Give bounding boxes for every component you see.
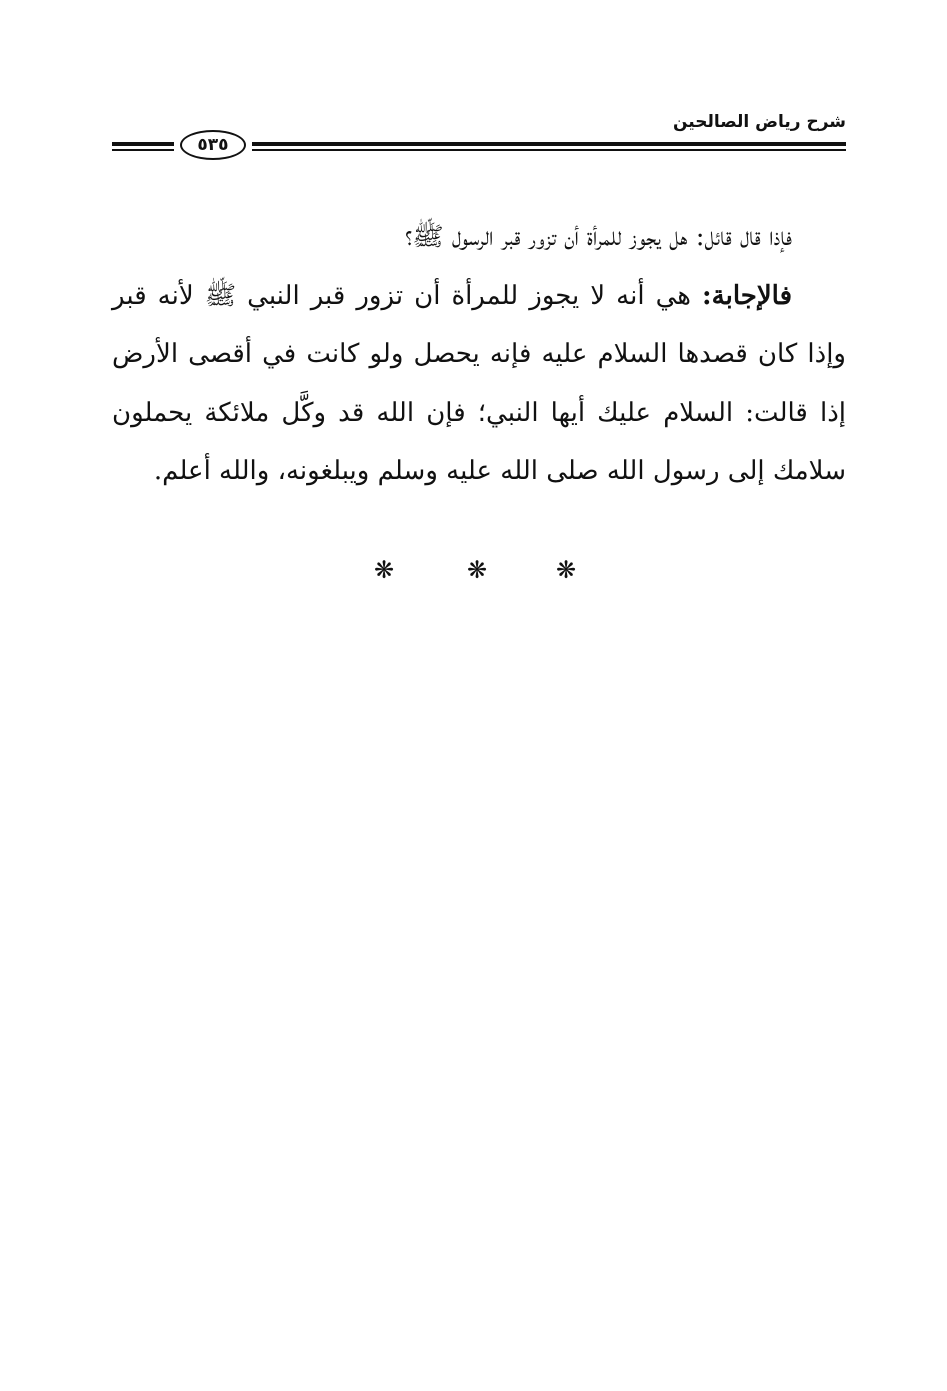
section-separator bbox=[0, 556, 947, 592]
header-rule-right bbox=[252, 142, 846, 152]
page-body bbox=[112, 208, 846, 501]
answer-text: هي أنه لا يجوز للمرأة أن تزور قبر النبي ﷺ لأنه قبر وإذا كان قصدها السلام عليه فإنه يحصل ولو كانت في أقصى الأرض إذا قالت: السلام عليك أيها النبي؛ فإن الله قد وكَّل ملائكة يحملون سلامك إلى رسول الله صلى الله عليه وسلم ويبلغونه، والله أعلم. bbox=[112, 280, 846, 486]
question-paragraph: فإذا قال قائل: هل يجوز للمرأة أن تزور قبر الرسول ﷺ؟ bbox=[405, 222, 792, 252]
header-rule-left bbox=[112, 142, 174, 152]
answer-paragraph bbox=[112, 267, 846, 501]
page-header bbox=[112, 108, 846, 158]
asterism-star: ❋ bbox=[556, 556, 577, 584]
asterism-star: ❋ bbox=[467, 556, 488, 584]
book-title: شرح رياض الصالحين bbox=[672, 112, 846, 132]
answer-label: فالإجابة: bbox=[702, 280, 792, 311]
page-number: ٥٣٥ bbox=[180, 130, 246, 160]
asterism-star: ❋ bbox=[374, 556, 395, 584]
